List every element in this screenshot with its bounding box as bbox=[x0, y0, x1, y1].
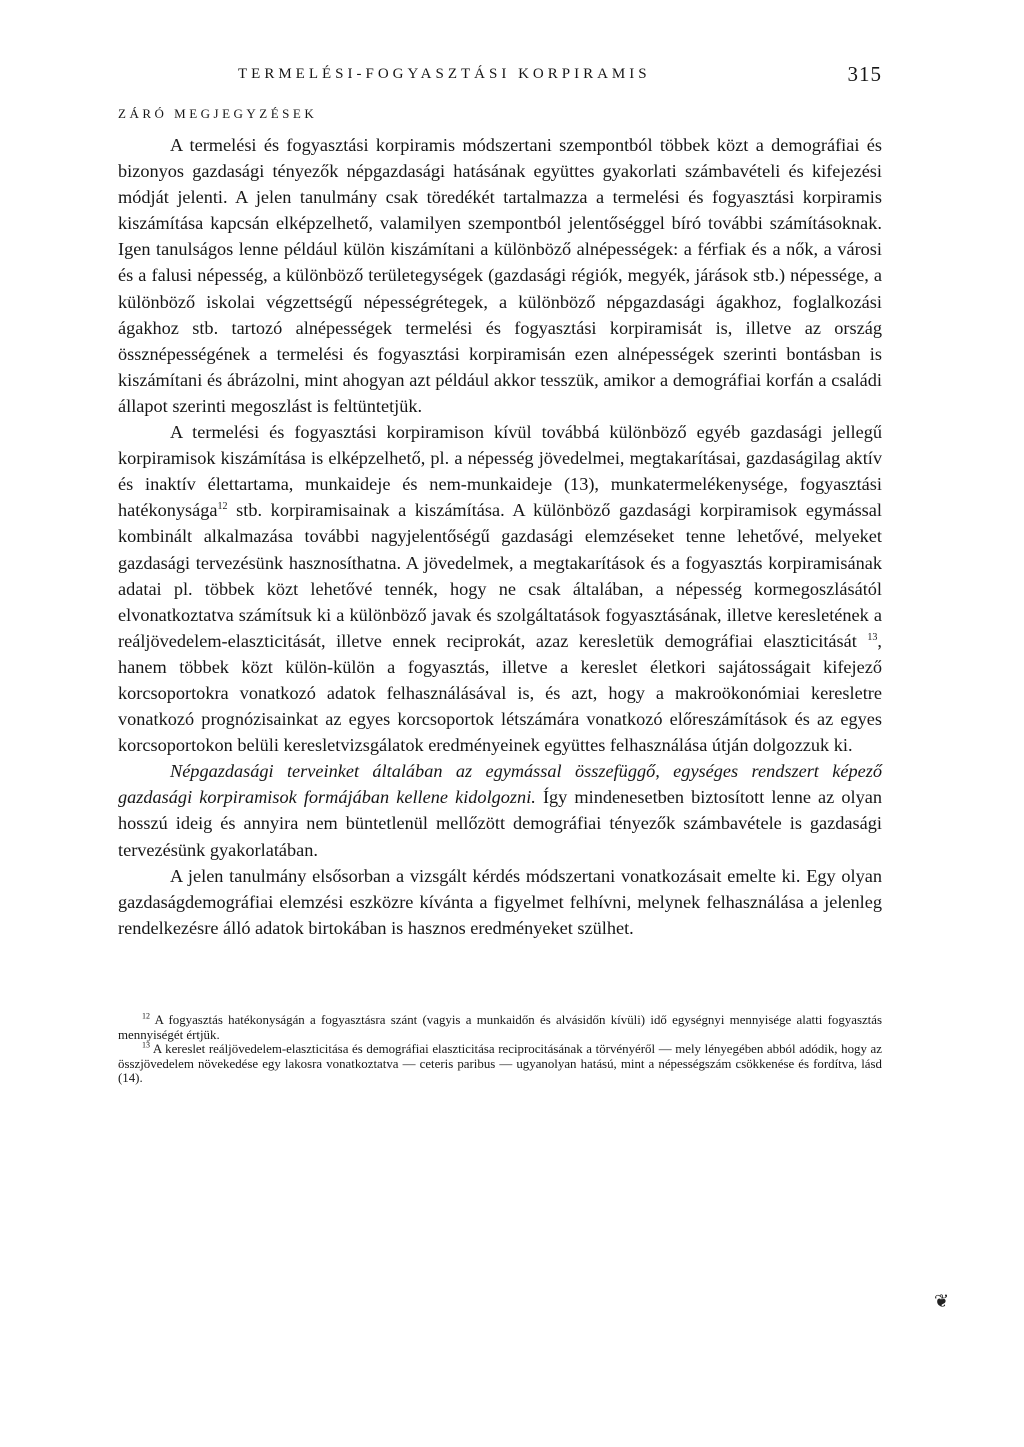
body-text bbox=[118, 132, 882, 941]
margin-ornament-icon: ❦ bbox=[934, 1291, 950, 1311]
paragraph-1: A termelési és fogyasztási korpiramis módszertani szempontból többek közt a demográfiai és bizonyos gazdasági tényezők népgazdasági hatásának együttes gyakorlati számbavételi és kifejezési módját jelenti. A jelen tanulmány csak töredékét tartalmazza a termelési és fogyasztási korpiramis kiszámítása kapcsán elképzelhető, valamilyen szempontból jelentőséggel bíró további számításoknak. Igen tanulságos lenne például külön kiszámítani a különböző alnépességek: a férfiak és a nők, a városi és a falusi népesség, a különböző területegységek (gazdasági régiók, megyék, járások stb.) népessége, a különböző iskolai végzettségű népességrétegek, a különböző népgazdasági ágakhoz, foglalkozási ágakhoz stb. tartozó alnépességek termelési és fogyasztási korpiramisát is, illetve az ország össznépességének a termelési és fogyasztási korpiramisán ezen alnépességek szerinti bontásban is kiszámítani és ábrázolni, mint ahogyan azt például akkor tesszük, amikor a demográfiai korfán a családi állapot szerinti megoszlást is feltüntetjük. bbox=[118, 135, 882, 416]
footnote-ref-12: 12 bbox=[217, 501, 228, 513]
footnote-12-mark: 12 bbox=[142, 1011, 150, 1021]
footnote-12 bbox=[118, 1013, 882, 1042]
paragraph-4: A jelen tanulmány elsősorban a vizsgált kérdés módszertani vonatkozásait emelte ki. Egy olyan gazdaságdemográfiai elemzési eszközre kívánta a figyelmet felhívni, melynek felhasználása a jelenleg rendelkezésre álló adatok birtokában is hasznos eredményeket szülhet. bbox=[118, 865, 882, 938]
page bbox=[118, 62, 882, 1086]
paragraph-3 bbox=[118, 758, 882, 862]
running-head: TERMELÉSI-FOGYASZTÁSI KORPIRAMIS bbox=[238, 66, 651, 82]
paragraph-2-part-a: A termelési és fogyasztási korpiramison kívül továbbá különböző egyéb gazdasági jellegű korpiramisok kiszámítása is elképzelhető, pl. a népesség jövedelmei, megtakarításai, gazdaságilag aktív és inaktív élettartama, munkaideje és nem-munkaideje (13), munkatermelékenysége, fogyasztási hatékonysága bbox=[118, 422, 882, 521]
paragraph-2 bbox=[118, 419, 882, 758]
footnote-13-mark: 13 bbox=[142, 1040, 150, 1050]
paragraph-3-rest: Így mindenesetben biztosított lenne az olyan hosszú ideig és annyira nem büntetlenül mellőzött demográfiai tényezők számbavétele is gazdasági tervezésünk gyakorlatában. bbox=[118, 787, 882, 860]
page-header bbox=[118, 62, 882, 96]
paragraph-2-part-b: stb. korpiramisainak a kiszámítása. A különböző gazdasági korpiramisok egymással kombinált alkalmazása további nagyjelentőségű gazdasági elemzéseket tenne lehetővé, melyeket gazdasági tervezésünk hasznosíthatna. A jövedelmek, a megtakarítások és a fogyasztás korpiramisának adatai pl. többek közt lehetővé tennék, hogy ne csak általában, a népesség kormegoszlásától elvonatkoztatva számítsuk ki a különböző javak és szolgáltatások fogyasztásának, illetve keresletének a reáljövedelem-elaszticitását, illetve ennek reciprokát, azaz keresletük demográfiai elaszticitását bbox=[118, 500, 882, 651]
footnotes bbox=[118, 1013, 882, 1086]
footnote-13 bbox=[118, 1042, 882, 1086]
paragraph-2-part-c: , hanem többek közt külön-külön a fogyasztás, illetve a kereslet életkori sajátosságait kifejező korcsoportokra vonatkozó adatok felhasználásával is, és azt, hogy a makroökonómiai keresletre vonatkozó prognózisainkat az egyes korcsoportok létszámára vonatkozó előreszámítások és az egyes korcsoportokon belüli keresletvizsgálatok eredményeinek együttes felhasználása útján dolgozzuk ki. bbox=[118, 630, 882, 756]
footnote-ref-13: 13 bbox=[867, 631, 878, 643]
section-title: ZÁRÓ MEGJEGYZÉSEK bbox=[118, 106, 318, 121]
footnote-12-text: A fogyasztás hatékonyságán a fogyasztásra szánt (vagyis a munkaidőn és alvásidőn kívüli) idő egységnyi mennyisége alatti fogyasztás mennyiségét értjük. bbox=[118, 1012, 882, 1042]
footnote-13-text: A kereslet reáljövedelem-elaszticitása és demográfiai elaszticitása reciprocitásának a törvényéről — mely lényegében abból adódik, hogy az összjövedelem növekedése egy lakosra vonatkoztatva — ceteris paribus — ugyanolyan hatású, mint a népességszám csökkenése és fordítva, lásd (14). bbox=[118, 1042, 882, 1086]
paragraph-3-italic: Népgazdasági terveinket általában az egymással összefüggő, egységes rendszert képező gazdasági korpiramisok formájában kellene kidolgozni. bbox=[118, 761, 882, 808]
page-number: 315 bbox=[847, 62, 882, 86]
